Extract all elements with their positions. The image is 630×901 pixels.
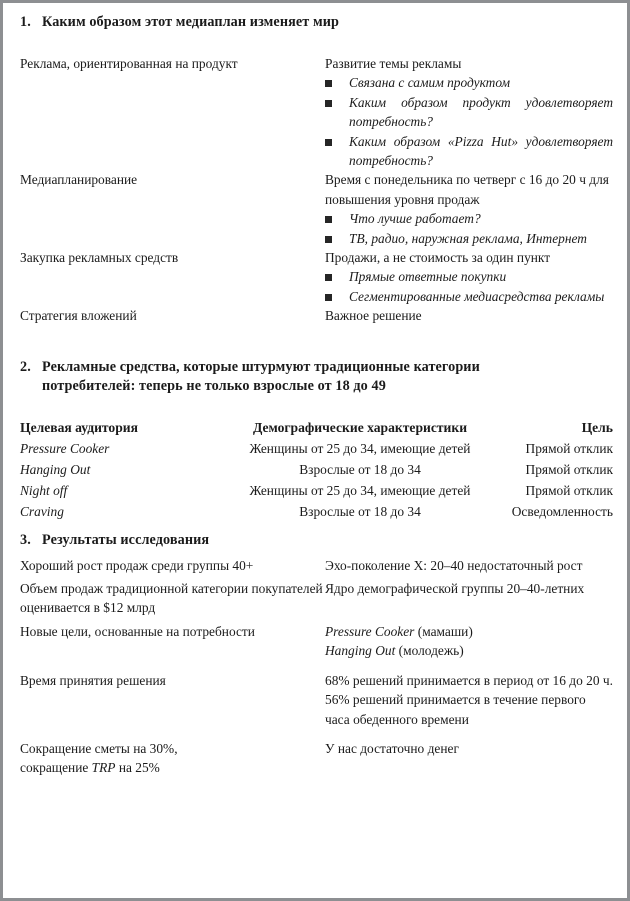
bullet-square-icon — [325, 132, 349, 146]
page-sheet — [3, 3, 627, 898]
table-row — [20, 439, 613, 460]
bullet-list — [325, 209, 613, 248]
audience-table — [20, 418, 613, 523]
row-value-text: Продажи, а не стоимость за один пункт — [325, 250, 551, 266]
row-value-line: 56% решений принимается в течение первого часа обеденного времени — [325, 692, 586, 727]
row-value-plain: (молодежь) — [395, 643, 464, 659]
bullet-item — [325, 132, 613, 171]
row-label-italic: TRP — [91, 760, 116, 776]
definition-row — [20, 556, 613, 575]
cell-goal: Осведомленность — [511, 503, 613, 519]
section-heading-3 — [20, 531, 613, 550]
row-value-text: Развитие темы рекламы — [325, 56, 462, 71]
row-value — [325, 248, 613, 267]
bullet-square-icon — [325, 267, 349, 281]
row-value — [325, 556, 613, 575]
row-label: Время принятия решения — [20, 672, 166, 688]
table-row — [20, 481, 613, 502]
section-1-rows — [20, 54, 613, 326]
cell-goal: Прямой отклик — [525, 462, 613, 478]
row-value — [325, 306, 613, 325]
bullet-text: Сегментированные медиасредства рекламы — [349, 288, 605, 304]
row-value-line — [325, 622, 613, 641]
section-title-1: Каким образом этот медиаплан изменяет мир — [42, 14, 340, 30]
row-value — [325, 671, 613, 729]
row-value — [325, 579, 613, 598]
row-label-plain-2: на 25% — [115, 760, 160, 776]
definition-row — [20, 170, 613, 209]
column-header-goal: Цель — [581, 419, 613, 435]
bullet-text: Связана с самим продуктом — [349, 75, 511, 91]
bullet-text: Каким образом «Pizza Hut» удовлетворяет потребность? — [349, 133, 613, 169]
section-3-rows — [20, 556, 613, 778]
definition-row — [20, 671, 613, 729]
row-value-italic: Hanging Out — [325, 643, 396, 659]
audience-table-body — [20, 439, 613, 522]
cell-demographics: Женщины от 25 до 34, имеющие детей — [249, 441, 471, 457]
bullet-item — [325, 229, 613, 248]
row-value — [325, 170, 613, 209]
cell-audience: Hanging Out — [20, 462, 91, 478]
bullet-row — [20, 267, 613, 306]
section-title-2: Рекламные средства, которые штурмуют традиционные категории потребителей: теперь не только взрослые от 18 до 49 — [42, 358, 480, 394]
row-value-text: Время с понедельника по четверг с 16 до 20 ч для повышения уровня продаж — [325, 172, 609, 207]
section-number-1: 1. — [20, 14, 31, 30]
row-value-plain: (мамаши) — [414, 623, 473, 639]
row-value-line — [325, 641, 613, 660]
bullet-item — [325, 209, 613, 228]
bullet-square-icon — [325, 93, 349, 107]
row-value-line: 68% решений принимается в период от 16 до 20 ч. — [325, 672, 613, 688]
table-row — [20, 502, 613, 523]
definition-row — [20, 739, 613, 778]
row-value — [325, 739, 613, 758]
bullet-item — [325, 267, 613, 286]
row-label: Объем продаж традиционной категории покупателей оценивается в $12 млрд — [20, 581, 323, 616]
cell-demographics: Взрослые от 18 до 34 — [299, 503, 421, 519]
definition-row — [20, 622, 613, 661]
cell-audience: Craving — [20, 503, 64, 519]
document-content — [3, 3, 627, 778]
bullet-text: Что лучше работает? — [349, 211, 481, 227]
row-label — [20, 739, 325, 778]
row-value-text: Эхо-поколение X: 20–40 недостаточный рост — [325, 557, 583, 573]
cell-demographics: Женщины от 25 до 34, имеющие детей — [249, 483, 471, 499]
table-header-row — [20, 418, 613, 440]
table-row — [20, 460, 613, 481]
row-value-text: У нас достаточно денег — [325, 740, 459, 756]
section-number-2: 2. — [20, 358, 31, 375]
cell-goal: Прямой отклик — [525, 483, 613, 499]
section-title-3: Результаты исследования — [42, 531, 210, 548]
bullet-square-icon — [325, 287, 349, 301]
bullet-text: Каким образом продукт удовлетворяет потребность? — [349, 94, 613, 130]
section-heading-1 — [20, 13, 613, 32]
row-label: Новые цели, основанные на потребности — [20, 623, 255, 639]
row-value-text: Ядро демографической группы 20–40-летних — [325, 581, 585, 597]
bullet-text: Прямые ответные покупки — [349, 269, 507, 285]
cell-audience: Pressure Cooker — [20, 441, 110, 457]
row-value — [325, 622, 613, 661]
row-value-text: Важное решение — [325, 308, 422, 324]
row-value — [325, 54, 613, 73]
bullet-square-icon — [325, 73, 349, 87]
row-label: Реклама, ориентированная на продукт — [20, 56, 238, 71]
row-label-line1: Сокращение сметы на 30%, — [20, 740, 178, 756]
section-number-3: 3. — [20, 531, 31, 548]
cell-audience: Night off — [20, 483, 68, 499]
row-label: Медиапланирование — [20, 172, 138, 188]
cell-demographics: Взрослые от 18 до 34 — [299, 462, 421, 478]
bullet-list — [325, 267, 613, 306]
column-header-demographics: Демографические характеристики — [252, 419, 468, 435]
bullet-list — [325, 73, 613, 170]
bullet-text: ТВ, радио, наружная реклама, Интернет — [349, 230, 587, 246]
bullet-item — [325, 93, 613, 132]
bullet-row — [20, 73, 613, 170]
bullet-item — [325, 73, 613, 92]
row-label: Стратегия вложений — [20, 308, 137, 324]
bullet-item — [325, 287, 613, 306]
cell-goal: Прямой отклик — [525, 441, 613, 457]
bullet-square-icon — [325, 209, 349, 223]
column-header-audience: Целевая аудитория — [20, 419, 138, 435]
definition-row — [20, 54, 613, 73]
audience-table-head — [20, 418, 613, 440]
row-label: Закупка рекламных средств — [20, 250, 179, 266]
bullet-row — [20, 209, 613, 248]
definition-row — [20, 579, 613, 618]
definition-row — [20, 306, 613, 325]
definition-row — [20, 248, 613, 267]
row-label-plain: сокращение — [20, 760, 92, 776]
bullet-square-icon — [325, 229, 349, 243]
row-value-italic: Pressure Cooker — [325, 623, 415, 639]
row-label: Хороший рост продаж среди группы 40+ — [20, 557, 254, 573]
section-heading-2 — [20, 358, 613, 396]
